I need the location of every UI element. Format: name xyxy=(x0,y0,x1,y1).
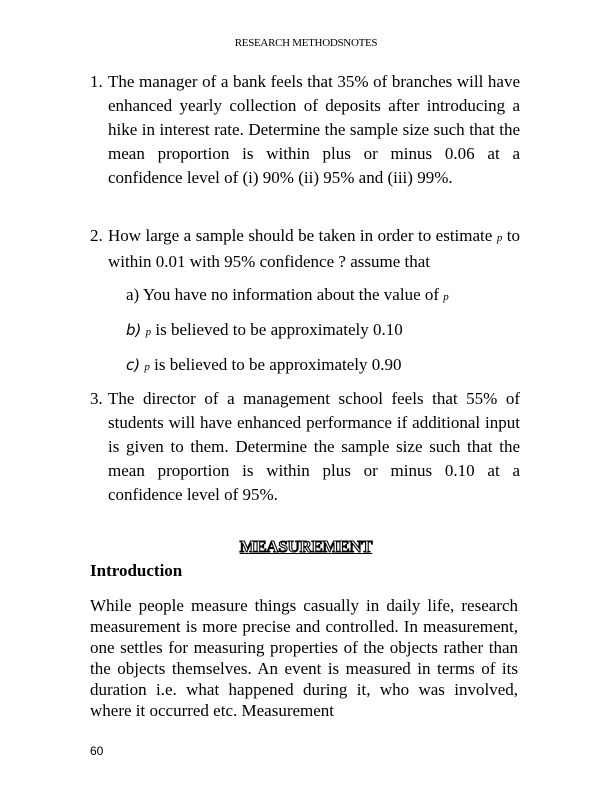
section-title: MEASUREMENT xyxy=(239,537,373,556)
p-symbol: p xyxy=(496,232,503,244)
question-text: The director of a management school feels that 55% of students will have enhanced performance if additional input is given to them. Determine the sample size such that the mean proportion is within plus or minus 0.10 at a confidence level of 95%. xyxy=(108,389,520,504)
question-number: 1. xyxy=(90,72,103,91)
question-1 xyxy=(90,70,520,190)
sub-item-label: c) xyxy=(126,356,141,374)
page-number: 60 xyxy=(90,744,104,758)
sub-item-c xyxy=(126,353,402,379)
question-text: The manager of a bank feels that 35% of branches will have enhanced yearly collection of deposits after introducing a hike in interest rate. Determine the sample size such that the mean proportion is within plus or minus 0.06 at a confidence level of (i) 90% (ii) 95% and (iii) 99%. xyxy=(108,72,520,187)
section-subheading: Introduction xyxy=(90,561,183,580)
question-text-part: to within 0.01 with 95% confidence ? assume that xyxy=(108,226,521,271)
sub-item-text: is believed to be approximately 0.10 xyxy=(155,320,403,339)
sub-item-text: is believed to be approximately 0.90 xyxy=(154,355,402,374)
question-2 xyxy=(90,224,520,274)
running-header: RESEARCH METHODSNOTES xyxy=(234,37,378,49)
question-text-part: How large a sample should be taken in order to estimate xyxy=(108,226,493,245)
question-3 xyxy=(90,387,520,507)
p-symbol: p xyxy=(144,361,150,373)
sub-item-a xyxy=(126,283,449,309)
question-text xyxy=(108,224,520,274)
sub-item-text: You have no information about the value of xyxy=(142,285,440,304)
sub-item-b xyxy=(126,318,403,344)
question-number: 3. xyxy=(90,389,103,408)
p-symbol: p xyxy=(145,326,152,338)
question-number: 2. xyxy=(90,226,103,245)
body-paragraph: While people measure things casually in daily life, research measurement is more precise and controlled. In measurement, one settles for measuring properties of the objects rather than the objects themselves. An event is measured in terms of its duration i.e. what happened during it, who was involved, where it occurred etc. Measurement xyxy=(90,596,518,720)
sub-item-label: b) xyxy=(126,321,142,339)
p-symbol: p xyxy=(443,291,449,303)
sub-item-label: a) xyxy=(126,285,140,304)
